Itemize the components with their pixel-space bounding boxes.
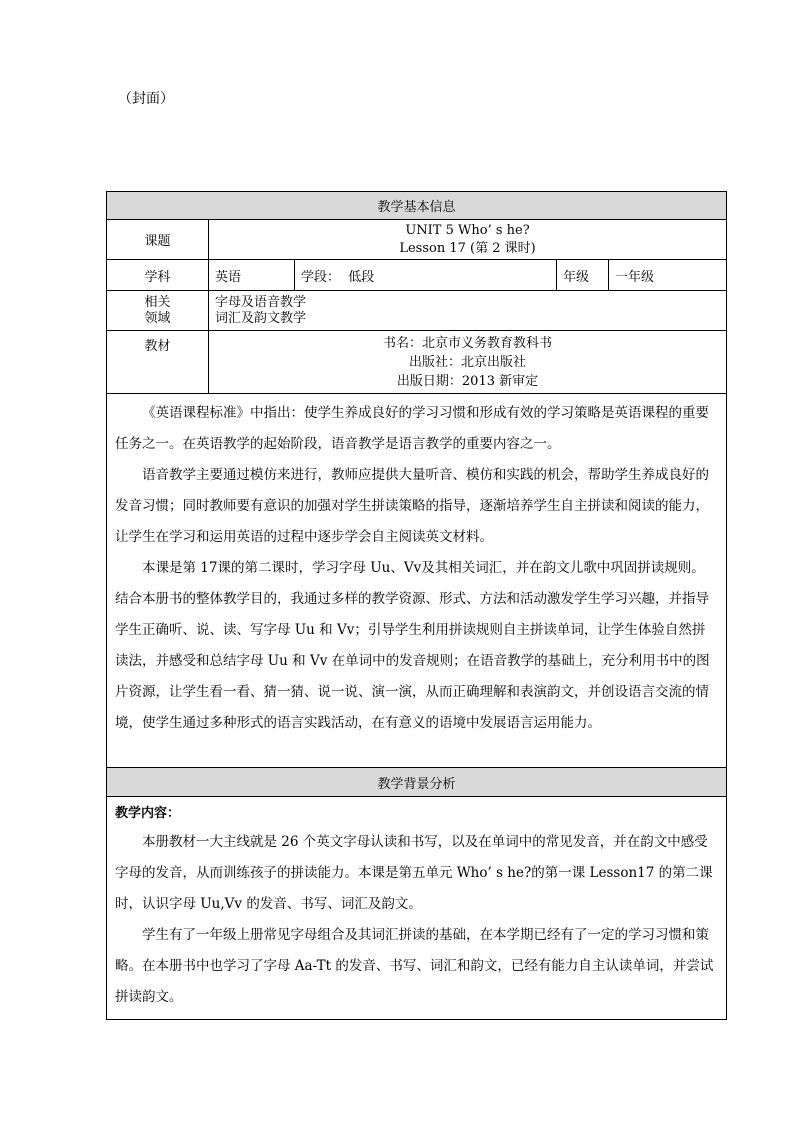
textbook-value [209,331,727,394]
topic-label: 课题 [107,220,209,260]
background-header: 教学背景分析 [107,768,727,797]
textbook-label: 教材 [107,331,209,394]
textbook-line-2: 出版社：北京出版社 [409,354,527,370]
background-paragraph-2: 学生有了一年级上册常见字母组合及其词汇拼读的基础，在本学期已经有了一定的学习习惯和策略。在本册书中也学习了字母 Aa-Tt 的发音、书写、词汇和韵文，已经有能力自主认读单词，并尝试拼读韵文。 [115,927,714,1005]
textbook-line-1: 书名：北京市义务教育教科书 [383,335,553,351]
topic-value [209,220,727,260]
grade-label: 年级 [557,260,609,291]
background-section [107,797,727,1020]
intro-section [107,394,727,768]
field-label-line-1: 相关 [144,294,171,310]
subject-value: 英语 [209,260,295,291]
field-label [107,291,209,331]
intro-paragraph-2: 语音教学主要通过模仿来进行，教师应提供大量听音、模仿和实践的机会，帮助学生养成良好的发音习惯；同时教师要有意识的加强对学生拼读策略的指导，逐渐培养学生自主拼读和阅读的能力，让学生在学习和运用英语的过程中逐步学会自主阅读英文材料。 [115,467,709,545]
intro-paragraph-1: 《英语课程标准》中指出：使学生养成良好的学习习惯和形成有效的学习策略是英语课程的重要任务之一。在英语教学的起始阶段，语音教学是语言教学的重要内容之一。 [115,405,709,452]
stage-cell [295,260,557,291]
field-value [209,291,727,331]
topic-line-1: UNIT 5 Who’ s he? [405,222,530,238]
basic-info-header: 教学基本信息 [107,192,727,220]
field-label-line-2: 领域 [144,310,171,326]
topic-line-2: Lesson 17 (第 2 课时) [399,240,536,256]
lesson-plan-table [106,191,727,1020]
field-value-line-2: 词汇及韵文教学 [215,310,307,326]
content-title: 教学内容： [115,806,181,821]
cover-label: （封面） [118,91,174,107]
textbook-line-3: 出版日期：2013 新审定 [396,373,539,389]
intro-paragraph-3: 本课是第 17课的第二课时，学习字母 Uu、Vv及其相关词汇，并在韵文儿歌中巩固拼读规则。结合本册书的整体教学目的，我通过多样的教学资源、形式、方法和活动激发学生学习兴趣，并指导学生正确听、说、读、写字母 Uu 和 Vv；引导学生利用拼读规则自主拼读单词，让学生体验自然拼读法，并感受和总结字母 Uu 和 Vv 在单词中的发音规则；在语音教学的基础上，充分利用书中的图片资源，让学生看一看、猜一猜、说一说、演一演，从而正确理解和表演韵文，并创设语言交流的情境，使学生通过多种形式的语言实践活动，在有意义的语境中发展语言运用能力。 [115,560,710,731]
field-value-line-1: 字母及语音教学 [215,294,307,310]
stage-label: 学段： [301,269,341,285]
grade-value: 一年级 [609,260,727,291]
background-paragraph-1: 本册教材一大主线就是 26 个英文字母认读和书写，以及在单词中的常见发音，并在韵文中感受字母的发音，从而训练孩子的拼读能力。本课是第五单元 Who’ s he?的第一课 Lesson17 的第二课时，认识字母 Uu,Vv 的发音、书写、词汇及韵文。 [115,834,713,912]
stage-value: 低段 [348,269,375,285]
subject-label: 学科 [107,260,209,291]
